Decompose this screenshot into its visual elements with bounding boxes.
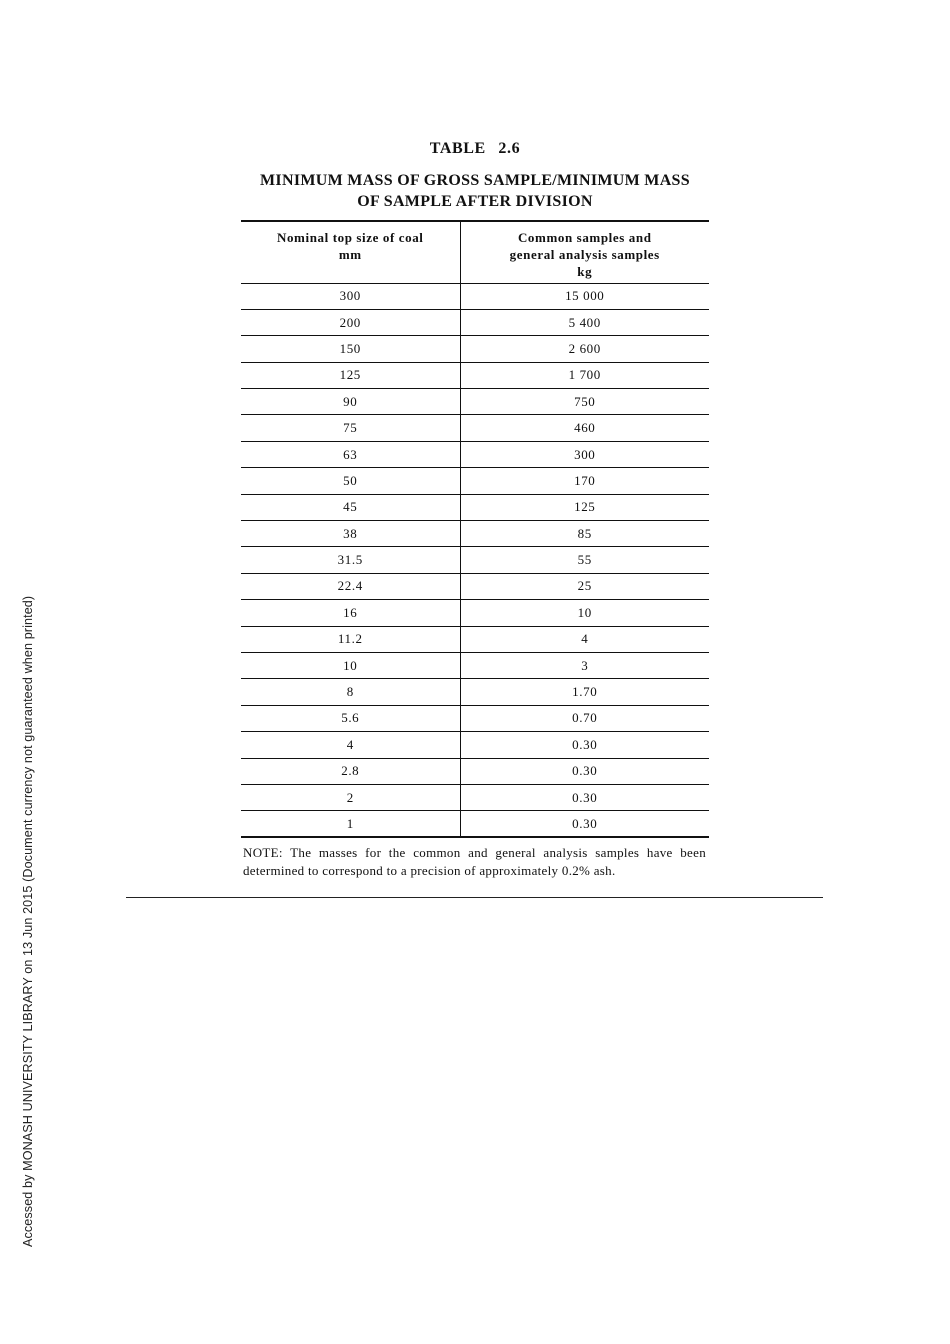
table-row	[241, 758, 709, 784]
table-row	[241, 283, 709, 309]
cell-sample-mass: 25	[460, 573, 709, 599]
cell-top-size: 150	[241, 336, 460, 362]
header-line: Nominal top size of coal	[276, 230, 424, 245]
header-line: Common samples and	[517, 230, 652, 245]
cell-sample-mass: 0.30	[460, 811, 709, 837]
cell-top-size: 90	[241, 389, 460, 415]
access-watermark: Accessed by MONASH UNIVERSITY LIBRARY on 13 Jun 2015 (Document currency not guaranteed when printed)	[21, 595, 35, 1247]
cell-top-size: 300	[241, 283, 460, 309]
table-row	[241, 573, 709, 599]
table-title	[225, 170, 725, 212]
table-row	[241, 652, 709, 678]
cell-sample-mass: 750	[460, 389, 709, 415]
table-row	[241, 389, 709, 415]
table-row	[241, 732, 709, 758]
table-row	[241, 521, 709, 547]
table-title-line: OF SAMPLE AFTER DIVISION	[357, 193, 593, 210]
table-row	[241, 309, 709, 335]
cell-sample-mass: 125	[460, 494, 709, 520]
cell-top-size: 63	[241, 441, 460, 467]
table-header-row	[241, 221, 709, 283]
cell-top-size: 38	[241, 521, 460, 547]
table-body	[241, 283, 709, 837]
cell-sample-mass: 460	[460, 415, 709, 441]
cell-top-size: 11.2	[241, 626, 460, 652]
table-row	[241, 679, 709, 705]
cell-top-size: 4	[241, 732, 460, 758]
table-row	[241, 784, 709, 810]
header-unit: mm	[338, 247, 362, 262]
cell-sample-mass: 1.70	[460, 679, 709, 705]
table-row	[241, 415, 709, 441]
cell-sample-mass: 1 700	[460, 362, 709, 388]
cell-top-size: 125	[241, 362, 460, 388]
cell-sample-mass: 5 400	[460, 309, 709, 335]
table-row	[241, 811, 709, 837]
cell-sample-mass: 0.70	[460, 705, 709, 731]
table-row	[241, 468, 709, 494]
cell-sample-mass: 55	[460, 547, 709, 573]
table-title-line: MINIMUM MASS OF GROSS SAMPLE/MINIMUM MASS	[260, 172, 690, 189]
table-row	[241, 336, 709, 362]
header-sample-mass	[460, 221, 709, 283]
cell-top-size: 22.4	[241, 573, 460, 599]
cell-sample-mass: 85	[460, 521, 709, 547]
cell-sample-mass: 300	[460, 441, 709, 467]
header-line: general analysis samples	[509, 247, 660, 262]
cell-top-size: 200	[241, 309, 460, 335]
bottom-divider	[126, 897, 823, 898]
cell-sample-mass: 3	[460, 652, 709, 678]
table-row	[241, 494, 709, 520]
table-row	[241, 626, 709, 652]
table-row	[241, 362, 709, 388]
header-nominal-top-size	[241, 221, 460, 283]
cell-top-size: 75	[241, 415, 460, 441]
cell-sample-mass: 4	[460, 626, 709, 652]
cell-top-size: 2	[241, 784, 460, 810]
header-unit: kg	[577, 264, 593, 279]
cell-sample-mass: 10	[460, 600, 709, 626]
cell-top-size: 8	[241, 679, 460, 705]
table-row	[241, 705, 709, 731]
cell-sample-mass: 0.30	[460, 758, 709, 784]
table-note: NOTE: The masses for the common and general analysis samples have been determined to correspond to a precision of approximately 0.2% ash.	[243, 845, 706, 878]
cell-top-size: 50	[241, 468, 460, 494]
cell-top-size: 45	[241, 494, 460, 520]
table-row	[241, 600, 709, 626]
cell-sample-mass: 15 000	[460, 283, 709, 309]
cell-top-size: 16	[241, 600, 460, 626]
cell-sample-mass: 0.30	[460, 732, 709, 758]
cell-top-size: 1	[241, 811, 460, 837]
cell-sample-mass: 170	[460, 468, 709, 494]
table-row	[241, 547, 709, 573]
table-label: TABLE 2.6	[429, 140, 521, 157]
cell-top-size: 5.6	[241, 705, 460, 731]
cell-sample-mass: 2 600	[460, 336, 709, 362]
table-row	[241, 441, 709, 467]
cell-top-size: 2.8	[241, 758, 460, 784]
cell-top-size: 10	[241, 652, 460, 678]
cell-top-size: 31.5	[241, 547, 460, 573]
mass-table	[241, 220, 709, 838]
cell-sample-mass: 0.30	[460, 784, 709, 810]
